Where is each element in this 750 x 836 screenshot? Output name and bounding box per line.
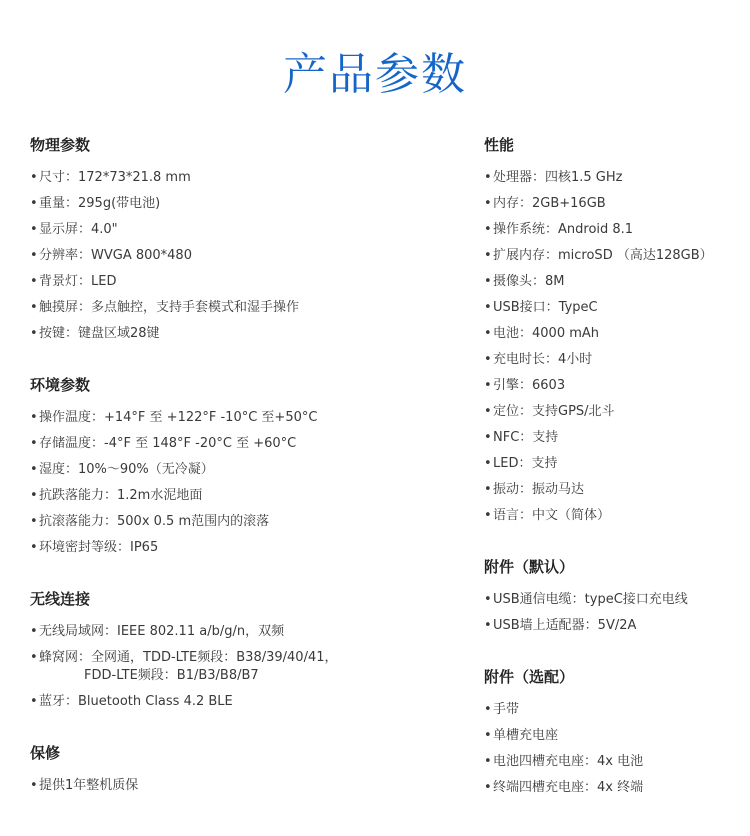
spec-item: •充电时长：4小时 <box>484 352 593 367</box>
section-performance <box>484 131 744 529</box>
spec-item: •定位：支持GPS/北斗 <box>484 404 615 419</box>
section-heading: 保修 <box>30 744 61 762</box>
spec-item: •USB墙上适配器：5V/2A <box>484 618 637 633</box>
section-physical <box>30 131 460 347</box>
section-warranty <box>30 739 460 799</box>
spec-item: •蓝牙：Bluetooth Class 4.2 BLE <box>30 694 233 709</box>
spec-item: •按键：键盘区域28键 <box>30 326 160 341</box>
spec-item: •处理器：四核1.5 GHz <box>484 170 623 185</box>
spec-item-continuation: FDD-LTE频段：B1/B3/B8/B7 <box>84 668 259 683</box>
spec-item: •分辨率：WVGA 800*480 <box>30 248 192 263</box>
spec-item: •单槽充电座 <box>484 728 559 743</box>
spec-item: •提供1年整机质保 <box>30 778 139 793</box>
section-accessories-default <box>484 553 744 639</box>
spec-item: •LED：支持 <box>484 456 558 471</box>
section-heading: 无线连接 <box>30 590 91 608</box>
spec-item: •显示屏：4.0" <box>30 222 118 237</box>
spec-item: •重量：295g(带电池) <box>30 196 161 211</box>
spec-item: •存储温度：-4°F 至 148°F -20°C 至 +60°C <box>30 436 297 451</box>
spec-item: •湿度：10%～90%（无冷凝） <box>30 462 214 477</box>
spec-item: •内存：2GB+16GB <box>484 196 606 211</box>
left-column <box>30 131 460 799</box>
spec-list <box>484 697 744 801</box>
spec-item: •终端四槽充电座：4x 终端 <box>484 780 644 795</box>
spec-item: •扩展内存：microSD （高达128GB） <box>484 248 713 263</box>
section-accessories-optional <box>484 663 744 801</box>
spec-item: •环境密封等级：IP65 <box>30 540 159 555</box>
section-heading: 附件（选配） <box>484 668 575 686</box>
spec-list <box>30 773 460 799</box>
spec-item: •摄像头：8M <box>484 274 565 289</box>
page-title: 产品参数 <box>283 49 467 100</box>
spec-item: •背景灯：LED <box>30 274 117 289</box>
section-heading: 附件（默认） <box>484 558 575 576</box>
spec-item: •操作温度：+14°F 至 +122°F -10°C 至+50°C <box>30 410 318 425</box>
spec-item: •无线局域网：IEEE 802.11 a/b/g/n，双频 <box>30 624 285 639</box>
right-column <box>484 131 744 801</box>
spec-item: •NFC：支持 <box>484 430 559 445</box>
spec-list <box>484 587 744 639</box>
spec-item: •抗跌落能力：1.2m水泥地面 <box>30 488 203 503</box>
spec-list <box>30 165 460 347</box>
spec-list <box>30 619 460 715</box>
spec-item: •手带 <box>484 702 520 717</box>
spec-item: •操作系统：Android 8.1 <box>484 222 634 237</box>
section-wireless <box>30 585 460 715</box>
spec-item: •USB通信电缆：typeC接口充电线 <box>484 592 688 607</box>
spec-item: •触摸屏：多点触控，支持手套模式和湿手操作 <box>30 300 300 315</box>
spec-item: •电池：4000 mAh <box>484 326 600 341</box>
section-environment <box>30 371 460 561</box>
section-heading: 环境参数 <box>30 376 91 394</box>
section-heading: 物理参数 <box>30 136 91 154</box>
spec-item: •电池四槽充电座：4x 电池 <box>484 754 644 769</box>
spec-item: •抗滚落能力：500x 0.5 m范围内的滚落 <box>30 514 270 529</box>
spec-item: •USB接口：TypeC <box>484 300 598 315</box>
spec-item: •引擎：6603 <box>484 378 566 393</box>
spec-list <box>484 165 744 529</box>
spec-item: •语言：中文（简体） <box>484 508 611 523</box>
spec-item: •尺寸：172*73*21.8 mm <box>30 170 191 185</box>
spec-item: •蜂窝网：全网通，TDD-LTE频段：B38/39/40/41， FDD-LTE频段：B1/B3/B8/B7 <box>30 645 460 689</box>
section-heading: 性能 <box>484 136 515 154</box>
spec-list <box>30 405 460 561</box>
spec-item: •振动：振动马达 <box>484 482 585 497</box>
